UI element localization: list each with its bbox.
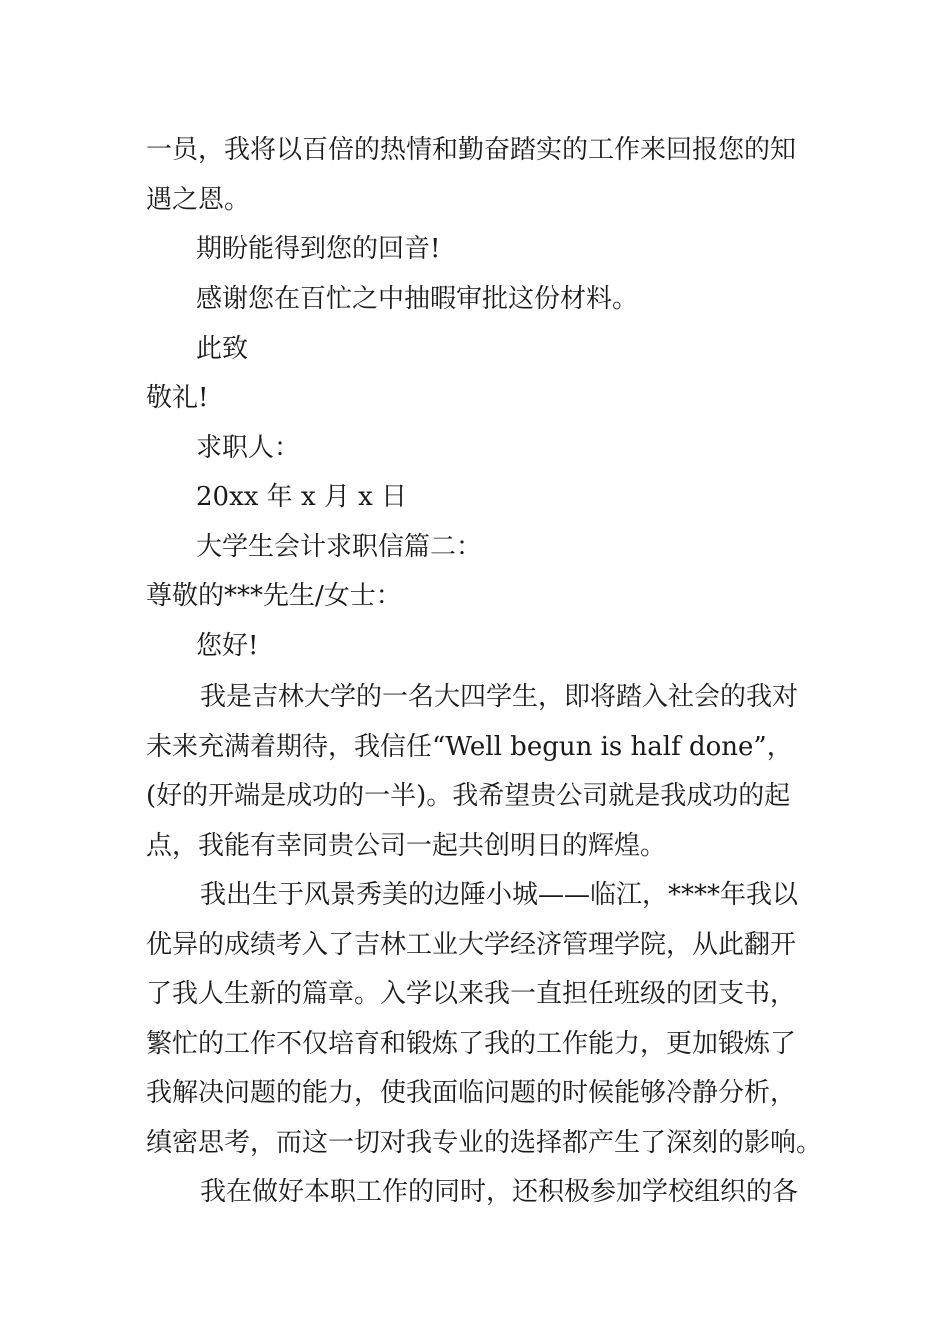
text-line: 我解决问题的能力，使我面临问题的时候能够冷静分析， — [146, 1078, 797, 1108]
text-line: 尊敬的***先生/女士： — [146, 581, 402, 611]
text-line: (好的开端是成功的一半)。我希望贵公司就是我成功的起 — [146, 781, 791, 811]
text-line: 未来充满着期待，我信任“Well begun is half done”， — [146, 732, 793, 762]
text-line: 此致 — [196, 334, 249, 364]
text-line: 敬礼! — [146, 383, 209, 413]
text-line: 大学生会计求职信篇二： — [196, 532, 483, 562]
text-line: 我出生于风景秀美的边陲小城——临江，****年我以 — [200, 880, 799, 910]
text-line: 我在做好本职工作的同时，还积极参加学校组织的各 — [200, 1177, 799, 1207]
text-line: 您好! — [196, 631, 259, 661]
text-line: 感谢您在百忙之中抽暇审批这份材料。 — [196, 284, 639, 314]
text-line: 一员，我将以百倍的热情和勤奋踏实的工作来回报您的知 — [146, 135, 797, 165]
text-line: 缜密思考，而这一切对我专业的选择都产生了深刻的影响。 — [146, 1128, 823, 1158]
text-line: 遇之恩。 — [146, 185, 251, 215]
text-line: 20xx 年 x 月 x 日 — [196, 482, 408, 512]
text-line: 我是吉林大学的一名大四学生，即将踏入社会的我对 — [200, 682, 799, 712]
text-line: 求职人： — [196, 433, 301, 463]
text-line: 优异的成绩考入了吉林工业大学经济管理学院，从此翻开 — [146, 930, 797, 960]
text-line: 期盼能得到您的回音! — [196, 234, 441, 264]
text-line: 了我人生新的篇章。入学以来我一直担任班级的团支书， — [146, 979, 797, 1009]
text-line: 繁忙的工作不仅培育和锻炼了我的工作能力，更加锻炼了 — [146, 1029, 797, 1059]
text-line: 点，我能有幸同贵公司一起共创明日的辉煌。 — [146, 831, 667, 861]
